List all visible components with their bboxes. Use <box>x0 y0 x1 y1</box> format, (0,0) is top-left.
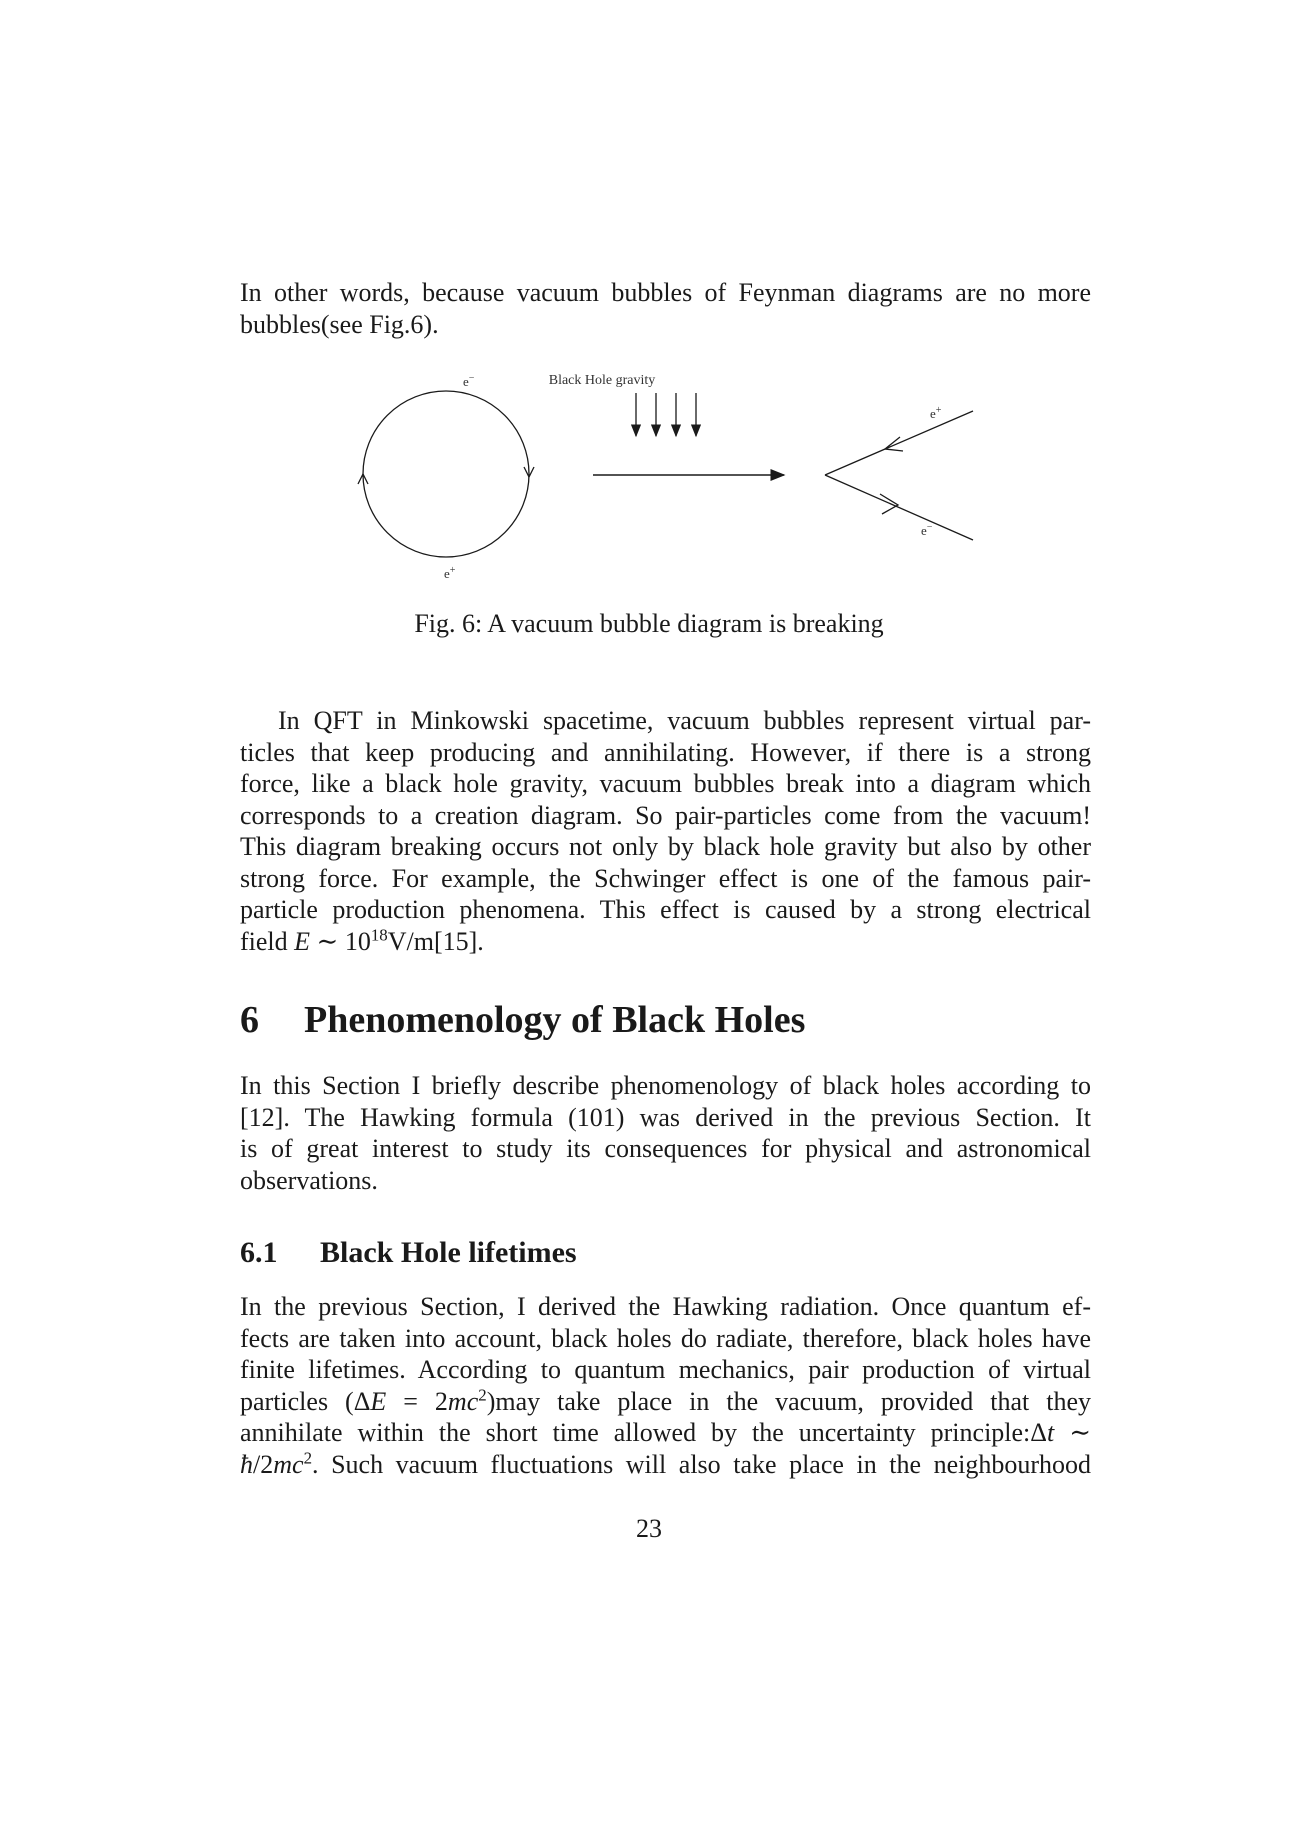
subsection-number: 6.1 <box>240 1236 278 1269</box>
vacuum-bubble-loop <box>363 391 529 557</box>
positron-label: e+ <box>930 405 942 421</box>
section-line-3: is of great interest to study its consequences for physical and astronomical <box>240 1134 1091 1163</box>
bubble-bottom-label: e+ <box>444 565 456 581</box>
positron-arrow-icon <box>885 437 903 451</box>
section-heading <box>240 998 805 1042</box>
electron-label: e− <box>921 522 933 538</box>
intro-paragraph <box>240 277 1091 340</box>
gravity-arrows <box>636 393 696 436</box>
pair-creation-diagram <box>825 411 973 540</box>
qft-line-2: ticles that keep producing and annihilating. However, if there is a strong <box>240 737 1091 767</box>
section-paragraph <box>240 1070 1091 1196</box>
sub-line-3: finite lifetimes. According to quantum mechanics, pair production of virtual <box>240 1355 1091 1384</box>
section-number: 6 <box>240 999 259 1041</box>
page-number: 23 <box>636 1514 662 1543</box>
qft-line-7: particle production phenomena. This effect is caused by a strong electrical <box>240 895 1091 924</box>
sub-line-2: fects are taken into account, black holes do radiate, therefore, black holes have <box>240 1323 1091 1353</box>
figure-6-diagram <box>340 360 1000 600</box>
qft-line-5: This diagram breaking occurs not only by black hole gravity but also by other <box>240 832 1091 861</box>
sub-line-4: particles $(\Delta E = 2mc^2)may$ take place in the vacuum, provided that they <box>240 1384 1091 1416</box>
intro-line-1: In other words, because vacuum bubbles of Feynman diagrams are no more <box>240 278 1091 307</box>
qft-line-4: corresponds to a creation diagram. So pair-particles come from the vacuum! <box>240 800 1091 830</box>
figure-caption: Fig. 6: A vacuum bubble diagram is breaking <box>414 609 884 638</box>
gravity-label: Black Hole gravity <box>548 373 656 388</box>
sub-line-5: annihilate within the short time allowed by the uncertainty principle:Δt ∼ <box>240 1418 1091 1447</box>
section-line-1: In this Section I briefly describe phenomenology of black holes according to <box>240 1071 1091 1100</box>
electron-arrow-icon <box>880 494 898 514</box>
electron-leg <box>825 475 973 540</box>
bubble-top-label: e− <box>463 373 475 389</box>
subsection-heading <box>240 1236 577 1270</box>
section-line-2: [12]. The Hawking formula (101) was derived in the previous Section. It <box>240 1102 1091 1132</box>
qft-paragraph <box>240 705 1091 957</box>
qft-line-1: In QFT in Minkowski spacetime, vacuum bubbles represent virtual par- <box>278 706 1091 735</box>
positron-leg <box>825 411 973 475</box>
sub-line-6: $ħ/2mc^2$. Such vacuum fluctuations will also take place in the neighbourhood <box>240 1447 1091 1479</box>
subsection-paragraph <box>240 1291 1091 1480</box>
intro-line-2: bubbles(see Fig.6). <box>240 309 439 339</box>
subsection-title: Black Hole lifetimes <box>320 1236 577 1269</box>
qft-line-6: strong force. For example, the Schwinger effect is one of the famous pair- <box>240 863 1091 893</box>
section-line-4: observations. <box>240 1165 378 1195</box>
qft-line-3: force, like a black hole gravity, vacuum bubbles break into a diagram which <box>240 769 1091 798</box>
section-title: Phenomenology of Black Holes <box>304 999 806 1041</box>
sub-line-1: In the previous Section, I derived the Hawking radiation. Once quantum ef- <box>240 1292 1091 1321</box>
qft-line-8: field E ∼ $10^{18}V/m[15]$. <box>240 924 484 956</box>
